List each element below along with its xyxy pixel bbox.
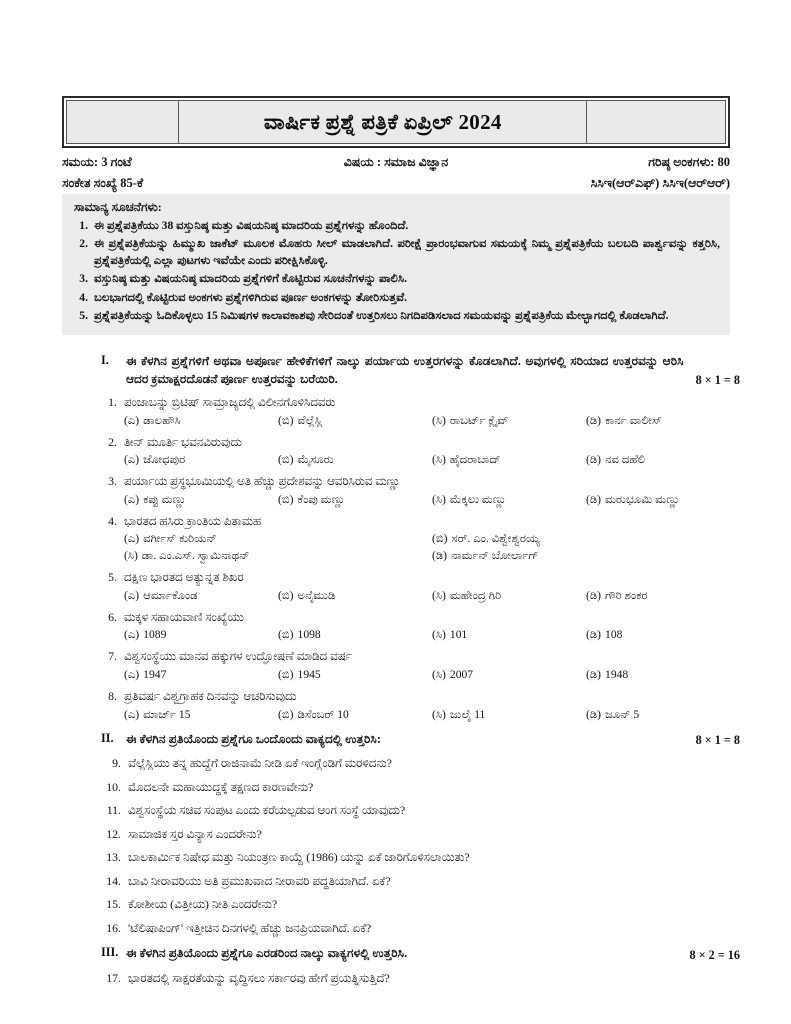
mcq-question-text: ಪರ್ಯಾಯ ಪ್ರಸ್ಥಭೂಮಿಯಲ್ಲಿ ಅತಿ ಹೆಚ್ಚು ಪ್ರದೇಶವನ್ನು ಆವರಿಸಿರುವ ಮಣ್ಣು — [124, 474, 401, 489]
mcq-question-text: ದಕ್ಷಿಣ ಭಾರತದ ಅತ್ಯುನ್ನತ ಶಿಖರ — [124, 570, 244, 585]
mcq-question — [100, 513, 740, 564]
mcq-question-text: ಭಾರತದ ಹಸಿರು ಕ್ರಾಂತಿಯ ಪಿತಾಮಹ — [124, 513, 262, 528]
long-question-list — [100, 970, 740, 987]
mcq-option-key: (ಬಿ) — [278, 588, 294, 602]
mcq-option-key: (ಬಿ) — [432, 532, 448, 546]
mcq-question-number: 4. — [108, 513, 117, 528]
short-question — [100, 826, 740, 843]
mcq-option-key: (ಸಿ) — [432, 453, 446, 467]
mcq-question-text: ಪಂಜಾಬನ್ನು ಬ್ರಿಟಿಷ್ ಸಾಮ್ರಾಜ್ಯದಲ್ಲಿ ವಿಲೀನಗೊಳಿಸಿದವರು — [124, 395, 336, 410]
mcq-question-number: 1. — [108, 395, 117, 410]
mcq-question — [100, 434, 740, 468]
section-marks-II: 8 × 1 = 8 — [695, 733, 740, 748]
mcq-option-key: (ಸಿ) — [432, 413, 446, 427]
mcq-option-label: ರಾಬರ್ಟ್ ಕ್ಲೈವ್ — [449, 413, 509, 427]
paper-body — [100, 344, 740, 987]
mcq-question-number: 7. — [108, 649, 117, 664]
mcq-question — [100, 473, 740, 507]
mcq-option[interactable] — [432, 453, 586, 467]
short-question — [100, 755, 740, 772]
mcq-option-key: (ಎ) — [124, 588, 140, 602]
header-table-row — [66, 100, 726, 144]
mcq-option-key: (ಸಿ) — [124, 549, 138, 563]
mcq-option-label: 2007 — [449, 667, 474, 681]
section-header-II — [100, 731, 740, 749]
max-marks-label: ಗರಿಷ್ಠ ಅಂಕಗಳು: 80 — [648, 155, 730, 169]
mcq-option-label: ನಾರ್ಮನ್ ಬೋರ್ಲಾಗ್ — [451, 549, 539, 563]
mcq-option-label: ಮಹೇಂದ್ರ ಗಿರಿ — [449, 588, 502, 602]
mcq-question-number: 5. — [108, 570, 117, 585]
mcq-option-label: ಜೂನ್ 5 — [605, 707, 640, 721]
mcq-question-line — [100, 569, 740, 586]
long-question-number: 17. — [106, 971, 121, 985]
mcq-option-row — [124, 493, 740, 507]
short-question — [100, 920, 740, 937]
instruction-text: ಪ್ರಶ್ನೆಪತ್ರಿಕೆಯನ್ನು ಓದಿಕೊಳ್ಳಲು 15 ನಿಮಿಷಗಳ ಕಾಲಾವಕಾಶವು ಸೇರಿದಂತೆ ಉತ್ತರಿಸಲು ನಿಗದಿಪಡಿಸಲಾದ ಸಮಯವನ್ನು ಪ್ರಶ್ನೆಪತ್ರಿಕೆಯ ಮೇಲ್ಭಾಗದಲ್ಲಿ ಕೊಡಲಾಗಿದೆ. — [94, 309, 669, 323]
mcq-option-key: (ಡಿ) — [432, 549, 448, 563]
mcq-option[interactable] — [586, 589, 740, 603]
mcq-option-label: ಸರ್. ಎಂ. ವಿಶ್ವೇಶ್ವರಯ್ಯ — [451, 532, 541, 546]
mcq-option[interactable] — [432, 414, 586, 428]
instruction-text: ಈ ಪ್ರಶ್ನೆಪತ್ರಿಕೆಯು 38 ವಸ್ತುನಿಷ್ಠ ಮತ್ತು ವಿಷಯನಿಷ್ಠ ಮಾದರಿಯ ಪ್ರಶ್ನೆಗಳನ್ನು ಹೊಂದಿದೆ. — [94, 219, 409, 232]
mcq-option-label: ಜುಲೈ 11 — [449, 707, 486, 721]
mcq-option-key: (ಎ) — [124, 492, 140, 506]
mcq-option-label: ವೆಲ್ಲೆಸ್ಲಿ — [297, 413, 323, 427]
instructions-list — [72, 218, 720, 325]
short-question-number: 11. — [106, 803, 121, 818]
mcq-option-label: ಗೌರಿ ಶಂಕರ — [605, 588, 648, 602]
short-question — [100, 779, 740, 796]
section-header-I — [100, 353, 740, 388]
mcq-option-label: ಡಾ. ಎಂ.ಎಸ್. ಸ್ವಾಮಿನಾಥನ್ — [141, 549, 250, 563]
mcq-option[interactable] — [124, 549, 432, 563]
mcq-option-key: (ಸಿ) — [432, 492, 446, 506]
instruction-item — [72, 271, 720, 287]
short-question-number: 16. — [106, 920, 121, 935]
mcq-option[interactable] — [432, 532, 740, 546]
header-cell-title — [178, 100, 587, 144]
short-question — [100, 896, 740, 913]
instruction-item — [72, 236, 720, 269]
instruction-number: 4. — [79, 290, 88, 304]
general-instructions-box — [62, 194, 730, 335]
section-roman-III: III. — [101, 945, 119, 960]
short-question-text: ವೆಲ್ಲೆಸ್ಲಿಯು ತನ್ನ ಹುದ್ದೆಗೆ ರಾಜಿನಾಮೆ ನೀಡಿ ಏಕೆ ಇಂಗ್ಲೆಂಡಿಗೆ ಮರಳಿದನು? — [128, 756, 392, 771]
mcq-option[interactable] — [124, 708, 278, 722]
mcq-option-label: ಕೆಂಪು ಮಣ್ಣು — [297, 492, 346, 506]
mcq-option-key: (ಬಿ) — [278, 453, 294, 467]
header-cell-right — [587, 100, 726, 144]
mcq-option[interactable] — [432, 628, 586, 642]
mcq-question-line — [100, 394, 740, 411]
mcq-option-key: (ಸಿ) — [432, 588, 446, 602]
short-question-list — [100, 755, 740, 936]
meta-line-time-subject-marks — [62, 155, 730, 170]
mcq-option-row — [124, 628, 740, 642]
board-label: ಸಿಸಿಇ(ಆರ್‌ಎಫ್‌) ಸಿಸಿಇ(ಆರ್‌ಆರ್‌) — [590, 176, 730, 190]
mcq-question — [100, 648, 740, 682]
meta-line-code-board — [62, 176, 730, 191]
short-question — [100, 849, 740, 866]
mcq-question — [100, 609, 740, 643]
section-header-III — [100, 945, 740, 963]
mcq-question-number: 2. — [108, 434, 117, 449]
mcq-question-line — [100, 648, 740, 665]
mcq-option-key: (ಎ) — [124, 628, 140, 642]
section-body-II — [126, 731, 740, 749]
mcq-option-key: (ಡಿ) — [586, 492, 602, 506]
mcq-option-row — [124, 414, 740, 428]
mcq-option[interactable] — [586, 628, 740, 642]
mcq-option-label: ಜೋಧಪುರ — [143, 453, 186, 467]
long-question — [100, 970, 740, 987]
section-marks-I: 8 × 1 = 8 — [695, 373, 740, 388]
subject-code-label: ಸಂಕೇತ ಸಂಖ್ಯೆ 85-ಕೆ — [62, 176, 144, 190]
section-marks-III: 8 × 2 = 16 — [689, 948, 740, 962]
instruction-text: ಈ ಪ್ರಶ್ನೆಪತ್ರಿಕೆಯನ್ನು ಹಿಮ್ಮುಖ ಜಾಕೆಟ್ ಮೂಲಕ ಮೊಹರು ಸೀಲ್ ಮಾಡಲಾಗಿದೆ. ಪರೀಕ್ಷೆ ಪ್ರಾರಂಭವಾಗುವ ಸಮಯಕ್ಕೆ ನಿಮ್ಮ ಪ್ರಶ್ನೆಪತ್ರಿಕೆಯ ಬಲಬದಿ ಪಾರ್ಶ್ವವನ್ನು ಕತ್ತರಿಸಿ, ಪ್ರಶ್ನೆಪತ್ರಿಕೆಯಲ್ಲಿ ಎಲ್ಲಾ ಪುಟಗಳು ಇವೆಯೇ ಎಂದು ಪರೀಕ್ಷಿಸಿಕೊಳ್ಳಿ. — [94, 237, 720, 267]
mcq-question — [100, 688, 740, 722]
mcq-option-row — [124, 668, 740, 682]
mcq-option-key: (ಡಿ) — [586, 707, 602, 721]
section-body-III — [126, 945, 740, 963]
instruction-number: 3. — [79, 272, 88, 286]
short-question-number: 14. — [106, 873, 121, 888]
mcq-option-label: ಮಾರ್ಚ್ 15 — [143, 707, 191, 721]
header-cell-left — [66, 100, 178, 144]
mcq-option-label: ಕಪ್ಪು ಮಣ್ಣು — [143, 492, 187, 506]
mcq-option[interactable] — [124, 668, 278, 682]
mcq-option-label: ನವ ದಹೆಲಿ — [605, 453, 646, 467]
mcq-question-number: 6. — [108, 609, 117, 624]
mcq-option-key: (ಸಿ) — [432, 667, 446, 681]
short-question-text: 'ಟೆಲಿಷಾಪಿಂಗ್' ಇತ್ತೀಚಿನ ದಿನಗಳಲ್ಲಿ ಹೆಚ್ಚು ಜನಪ್ರಿಯವಾಗಿದೆ. ಏಕೆ? — [128, 920, 372, 935]
mcq-option[interactable] — [586, 668, 740, 682]
mcq-option-key: (ಎ) — [124, 707, 140, 721]
mcq-question-text: ತೀನ್ ಮೂರ್ತಿ ಭವನವಿರುವುದು — [124, 434, 242, 449]
mcq-option-label: 1948 — [605, 667, 629, 681]
mcq-option[interactable] — [124, 532, 432, 546]
instruction-item — [72, 290, 720, 306]
mcq-option-label: ಹೈದರಾಬಾದ್ — [449, 453, 501, 467]
mcq-question — [100, 394, 740, 428]
mcq-option-key: (ಎ) — [124, 413, 140, 427]
short-question-text: ಮೊದಲನೇ ಮಹಾಯುದ್ಧಕ್ಕೆ ತಕ್ಷಣದ ಕಾರಣವೇನು? — [128, 779, 314, 794]
time-label: ಸಮಯ: 3 ಗಂಟೆ — [62, 155, 132, 169]
mcq-option-row — [124, 532, 740, 546]
mcq-option[interactable] — [278, 628, 432, 642]
page-title: ವಾರ್ಷಿಕ ಪ್ರಶ್ನೆ ಪತ್ರಿಕೆ ಏಪ್ರಿಲ್ 2024 — [263, 109, 502, 134]
mcq-option-key: (ಬಿ) — [278, 707, 294, 721]
short-question-number: 13. — [106, 850, 121, 865]
mcq-option[interactable] — [278, 708, 432, 722]
mcq-option[interactable] — [432, 493, 586, 507]
section-instruction-I: ಈ ಕೆಳಗಿನ ಪ್ರಶ್ನೆಗಳಿಗೆ ಅಥವಾ ಅಪೂರ್ಣ ಹೇಳಿಕೆಗಳಿಗೆ ನಾಲ್ಕು ಪರ್ಯಾಯ ಉತ್ತರಗಳನ್ನು ಕೊಡಲಾಗಿದೆ. ಅವುಗಳಲ್ಲಿ ಸರಿಯಾದ ಉತ್ತರವನ್ನು ಆರಿಸಿ ಆದರ ಕ್ರಮಾಕ್ಷರದೊಡನೆ ಪೂರ್ಣ ಉತ್ತರವನ್ನು ಬರೆಯಿರಿ. — [126, 354, 684, 386]
mcq-option-key: (ಡಿ) — [586, 588, 602, 602]
mcq-question-text: ಮಕ್ಕಳ ಸಹಾಯವಾಣಿ ಸಂಖ್ಯೆಯು — [124, 609, 244, 624]
mcq-option-label: ಅನೈಮುಡಿ — [297, 588, 336, 602]
mcq-option[interactable] — [278, 414, 432, 428]
meta-row — [62, 155, 730, 170]
mcq-option[interactable] — [124, 414, 278, 428]
mcq-option-label: 1947 — [143, 667, 167, 681]
mcq-option[interactable] — [586, 414, 740, 428]
mcq-option-label: 1089 — [143, 628, 167, 642]
mcq-option[interactable] — [124, 453, 278, 467]
short-question-text: ಕೋಶೀಯ (ವಿತ್ತೀಯ) ನೀತಿ ಎಂದರೇನು? — [128, 897, 278, 912]
short-question-number: 10. — [106, 779, 121, 794]
instructions-title: ಸಾಮಾನ್ಯ ಸೂಚನೆಗಳು: — [74, 200, 162, 214]
mcq-question-line — [100, 609, 740, 626]
mcq-option-row — [124, 708, 740, 722]
short-question-number: 12. — [106, 826, 121, 841]
mcq-option-key: (ಡಿ) — [586, 453, 602, 467]
short-question-text: ಬಾವಿ ನೀರಾವರಿಯು ಅತಿ ಪ್ರಮುಖವಾದ ನೀರಾವರಿ ಪದ್ಧತಿಯಾಗಿದೆ. ಏಕೆ? — [128, 873, 391, 888]
instruction-text: ವಸ್ತುನಿಷ್ಠ ಮತ್ತು ವಿಷಯನಿಷ್ಠ ಮಾದರಿಯ ಪ್ರಶ್ನೆಗಳಿಗೆ ಕೊಟ್ಟಿರುವ ಸೂಚನೆಗಳನ್ನು ಪಾಲಿಸಿ. — [94, 272, 407, 286]
mcq-option-label: 108 — [605, 628, 623, 642]
short-question-number: 9. — [112, 756, 121, 771]
mcq-option-label: 101 — [449, 628, 468, 642]
mcq-option-row — [124, 453, 740, 467]
mcq-option-key: (ಡಿ) — [586, 413, 602, 427]
short-question — [100, 802, 740, 819]
mcq-option-key: (ಬಿ) — [278, 413, 294, 427]
long-question-text: ಭಾರತದಲ್ಲಿ ಸಾಕ್ಷರತೆಯನ್ನು ವೃದ್ಧಿಸಲು ಸರ್ಕಾರವು ಹೇಗೆ ಪ್ರಯತ್ನಿಸುತ್ತಿದೆ? — [128, 971, 390, 985]
header-title-table — [62, 96, 730, 148]
mcq-option-label: ವರ್ಗೀಸ್ ಕುರಿಯನ್ — [143, 532, 217, 546]
mcq-option[interactable] — [586, 708, 740, 722]
short-question-text: ಸಾಮಾಜಿಕ ಸ್ತರ ವಿನ್ಯಾಸ ಎಂದರೇನು? — [128, 826, 262, 841]
mcq-option[interactable] — [124, 589, 278, 603]
mcq-option-key: (ಡಿ) — [586, 667, 602, 681]
mcq-question-text: ಪ್ರತಿವರ್ಷ ವಿಶ್ವಗ್ರಾಹಕ ದಿನವನ್ನು ಆಚರಿಸುವುದು — [124, 688, 297, 703]
instruction-item — [72, 308, 720, 324]
instruction-number: 5. — [79, 309, 88, 323]
mcq-question-list — [100, 394, 740, 721]
mcq-option-label: ಕಾರ್ನ ವಾಲೀಸ್ — [605, 413, 662, 427]
mcq-option-key: (ಎ) — [124, 532, 140, 546]
mcq-question-line — [100, 473, 740, 490]
instruction-number: 1. — [79, 219, 88, 232]
meta-row — [62, 176, 730, 191]
mcq-option-label: ಮೈಸೂರು — [297, 453, 334, 467]
mcq-option-label: ಡಾಲಹೌಸಿ — [143, 413, 181, 427]
mcq-option[interactable] — [124, 493, 278, 507]
mcq-question-text: ವಿಶ್ವಸಂಸ್ಥೆಯು ಮಾನವ ಹಕ್ಕುಗಳ ಉದ್ಘೋಷಣೆ ಮಾಡಿದ ವರ್ಷ — [124, 649, 352, 664]
mcq-option[interactable] — [124, 628, 278, 642]
mcq-option-label: ಮರುಭೂಮಿ ಮಣ್ಣು — [605, 492, 680, 506]
mcq-option[interactable] — [586, 453, 740, 467]
mcq-question-number: 3. — [108, 474, 117, 489]
section-roman-I: I. — [101, 353, 109, 367]
mcq-option[interactable] — [432, 668, 586, 682]
mcq-option-key: (ಬಿ) — [278, 492, 294, 506]
instruction-number: 2. — [79, 237, 88, 251]
mcq-option-label: 1945 — [297, 667, 321, 681]
section-roman-II: II. — [101, 730, 114, 745]
mcq-option[interactable] — [586, 493, 740, 507]
mcq-option[interactable] — [278, 453, 432, 467]
mcq-option-key: (ಡಿ) — [586, 628, 602, 642]
subject-label: ವಿಷಯ : ಸಮಾಜ ವಿಜ್ಞಾನ — [343, 155, 449, 169]
mcq-question — [100, 569, 740, 603]
mcq-option-label: ಡಿಸೆಂಬರ್ 10 — [297, 707, 349, 721]
short-question-number: 15. — [106, 897, 121, 912]
mcq-question-number: 8. — [108, 688, 117, 703]
mcq-question-line — [100, 688, 740, 705]
short-question-text: ಬಾಲಕಾರ್ಮಿಕ ನಿಷೇಧ ಮತ್ತು ನಿಯಂತ್ರಣ ಕಾಯ್ದೆ (1986) ಯನ್ನು ಏಕೆ ಜಾರಿಗೊಳಿಸಲಾಯಿತು? — [128, 850, 470, 865]
mcq-option[interactable] — [278, 493, 432, 507]
mcq-option-key: (ಎ) — [124, 667, 140, 681]
mcq-option-key: (ಸಿ) — [432, 628, 446, 642]
mcq-option-key: (ಎ) — [124, 453, 140, 467]
mcq-option-label: 1098 — [297, 628, 321, 642]
mcq-option-label: ಆರ್ಮಾಕೊಂಡ — [143, 588, 198, 602]
instruction-text: ಬಲಭಾಗದಲ್ಲಿ ಕೊಟ್ಟಿರುವ ಅಂಕಗಳು ಪ್ರಶ್ನೆಗಳಿಗಿರುವ ಪೂರ್ಣ ಅಂಕಗಳನ್ನು ತೋರಿಸುತ್ತವೆ. — [94, 290, 408, 304]
mcq-option-key: (ಬಿ) — [278, 667, 294, 681]
mcq-option[interactable] — [432, 549, 740, 563]
mcq-option[interactable] — [278, 668, 432, 682]
section-instruction-II: ಈ ಕೆಳಗಿನ ಪ್ರತಿಯೊಂದು ಪ್ರಶ್ನೆಗೂ ಒಂದೊಂದು ವಾಕ್ಯದಲ್ಲಿ ಉತ್ತರಿಸಿ: — [126, 731, 381, 746]
mcq-option-key: (ಬಿ) — [278, 628, 294, 642]
mcq-question-line — [100, 513, 740, 530]
mcq-option-row — [124, 589, 740, 603]
mcq-option-key: (ಸಿ) — [432, 707, 446, 721]
mcq-option[interactable] — [278, 589, 432, 603]
short-question-text: ವಿಶ್ವಸಂಸ್ಥೆಯ ಸಚಿವ ಸಂಪುಟ ಎಂದು ಕರೆಯಲ್ಪಡುವ ಆಂಗ ಸಂಸ್ಥೆ ಯಾವುದು? — [128, 803, 406, 818]
mcq-option-row — [124, 549, 740, 563]
section-instruction-III: ಈ ಕೆಳಗಿನ ಪ್ರತಿಯೊಂದು ಪ್ರಶ್ನೆಗೂ ಎರಡರಿಂದ ನಾಲ್ಕು ವಾಕ್ಯಗಳಲ್ಲಿ ಉತ್ತರಿಸಿ. — [126, 946, 408, 961]
instruction-item — [72, 218, 720, 234]
mcq-option[interactable] — [432, 589, 586, 603]
mcq-question-line — [100, 434, 740, 451]
short-question — [100, 873, 740, 890]
section-body-I — [126, 353, 740, 388]
mcq-option-label: ಮೆಕ್ಕಲು ಮಣ್ಣು — [449, 492, 507, 506]
mcq-option[interactable] — [432, 708, 586, 722]
